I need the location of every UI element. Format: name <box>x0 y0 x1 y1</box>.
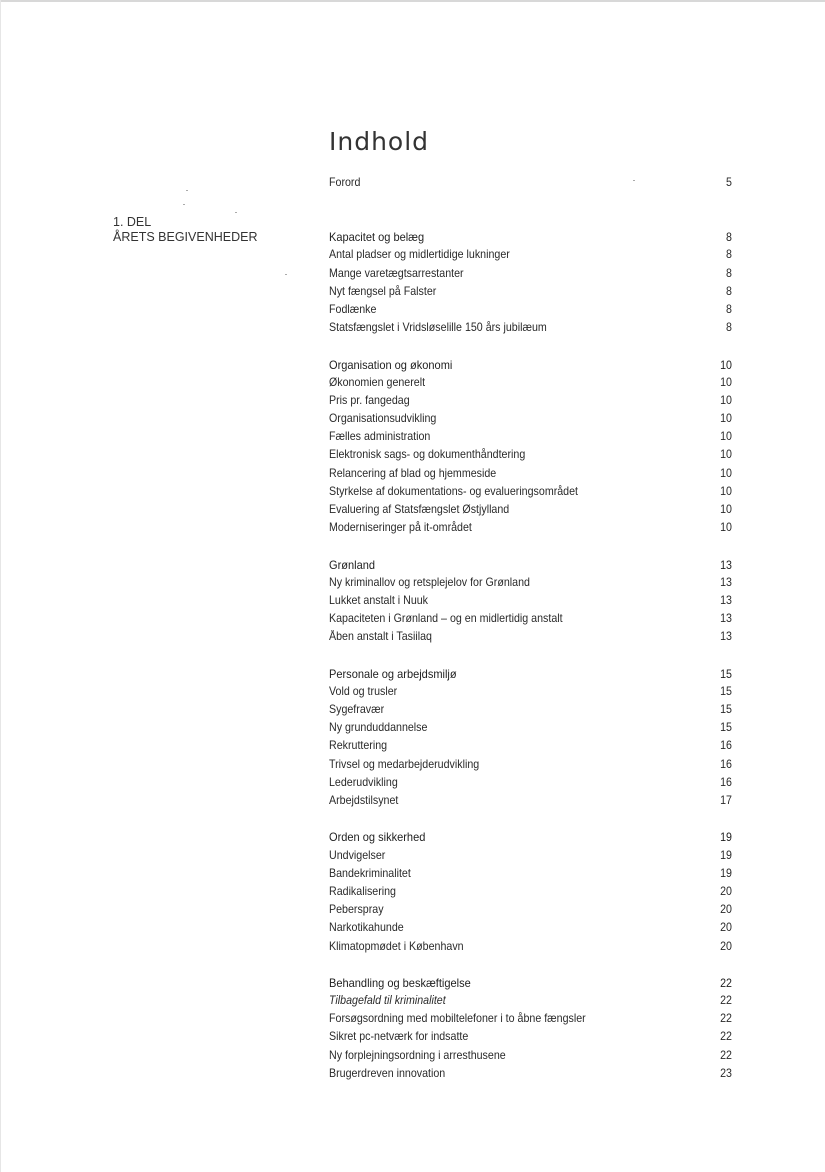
toc-entry-label: Peberspray <box>329 903 384 917</box>
toc-entry-page: 15 <box>720 667 732 681</box>
toc-entry-page: 13 <box>720 558 732 572</box>
toc-section-heading[interactable] <box>329 828 732 846</box>
toc-entry-page: 15 <box>720 703 732 717</box>
toc-entry-label: Ny grunduddannelse <box>329 721 428 735</box>
part-heading <box>113 215 257 245</box>
toc-entry[interactable] <box>329 501 732 519</box>
toc-entry-label: Organisationsudvikling <box>329 412 437 426</box>
toc-entry-label: Sikret pc-netværk for indsatte <box>329 1030 469 1044</box>
toc-entry-page: 8 <box>726 231 732 245</box>
toc-entry[interactable] <box>329 1047 732 1065</box>
toc-entry-forord[interactable] <box>329 174 732 192</box>
toc-entry-page: 13 <box>720 575 732 589</box>
toc-entry-page: 10 <box>720 484 732 498</box>
toc-section <box>329 228 767 337</box>
scan-speck <box>235 212 237 213</box>
toc-entry-page: 16 <box>720 739 732 753</box>
toc-entry-page: 22 <box>720 1030 732 1044</box>
toc-entry[interactable] <box>329 901 732 919</box>
page-title: Indhold <box>329 126 430 156</box>
toc-entry-label: Kapaciteten i Grønland – og en midlertidig anstalt <box>329 612 563 626</box>
toc-section <box>329 665 767 811</box>
toc-entry[interactable] <box>329 283 732 301</box>
toc-entry-label: Antal pladser og midlertidige lukninger <box>329 248 510 262</box>
toc-entry-page: 20 <box>720 903 732 917</box>
toc-entry[interactable] <box>329 719 732 737</box>
toc-entry[interactable] <box>329 301 732 319</box>
toc-entry[interactable] <box>329 592 732 610</box>
toc-entry[interactable] <box>329 574 732 592</box>
toc-section <box>329 974 767 1083</box>
toc-entry[interactable] <box>329 992 732 1010</box>
toc-section-heading[interactable] <box>329 556 732 574</box>
toc-entry[interactable] <box>329 465 732 483</box>
toc-entry-label: Relancering af blad og hjemmeside <box>329 466 497 480</box>
toc-entry-page: 22 <box>720 1012 732 1026</box>
toc-entry-page: 20 <box>720 939 732 953</box>
toc-entry[interactable] <box>329 319 732 337</box>
toc-entry-page: 10 <box>720 466 732 480</box>
toc-entry[interactable] <box>329 483 732 501</box>
toc-entry-page: 10 <box>720 430 732 444</box>
toc-entry-label: Rekruttering <box>329 739 388 753</box>
toc-entry-page: 8 <box>726 302 732 316</box>
toc-entry-page: 5 <box>726 176 732 189</box>
toc-entry-page: 10 <box>720 393 732 407</box>
toc-section-heading[interactable] <box>329 356 732 374</box>
toc-section <box>329 828 767 955</box>
toc-entry-page: 20 <box>720 884 732 898</box>
toc-sections <box>329 228 767 1083</box>
toc-entry-label: Vold og trusler <box>329 684 398 698</box>
toc-entry-label: Åben anstalt i Tasiilaq <box>329 630 432 644</box>
toc-entry-label: Forord <box>329 176 361 189</box>
toc-entry[interactable] <box>329 1065 732 1083</box>
table-of-contents <box>329 174 767 1101</box>
toc-entry-label: Økonomien generelt <box>329 375 426 389</box>
toc-entry-label: Sygefravær <box>329 703 385 717</box>
toc-entry-page: 17 <box>720 794 732 807</box>
toc-entry[interactable] <box>329 246 732 264</box>
toc-entry-label: Lukket anstalt i Nuuk <box>329 593 429 607</box>
part-title: ÅRETS BEGIVENHEDER <box>113 230 258 244</box>
toc-entry[interactable] <box>329 628 732 646</box>
page-left-edge <box>0 0 1 1172</box>
toc-entry-page: 10 <box>720 412 732 426</box>
toc-entry-label: Fodlænke <box>329 302 377 316</box>
scan-speck <box>186 190 188 191</box>
toc-entry-label: Forsøgsordning med mobiltelefoner i to åbne fængsler <box>329 1012 586 1026</box>
toc-entry[interactable] <box>329 847 732 865</box>
toc-entry-label: Bandekriminalitet <box>329 866 411 880</box>
toc-entry-label: Elektronisk sags- og dokumenthåndtering <box>329 448 526 462</box>
toc-entry-label: Evaluering af Statsfængslet Østjylland <box>329 503 510 516</box>
toc-entry-page: 13 <box>720 593 732 607</box>
toc-entry[interactable] <box>329 919 732 937</box>
toc-entry-label: Statsfængslet i Vridsløselille 150 års jubilæum <box>329 321 547 335</box>
toc-entry-page: 8 <box>726 248 732 262</box>
toc-entry-label: Tilbagefald til kriminalitet <box>329 994 446 1008</box>
toc-entry[interactable] <box>329 883 732 901</box>
toc-entry-label: Fælles administration <box>329 430 431 444</box>
toc-entry-label: Ny kriminallov og retsplejelov for Grønland <box>329 575 530 589</box>
toc-entry-page: 19 <box>720 831 732 845</box>
toc-entry-page: 22 <box>720 976 732 990</box>
toc-entry-label: Pris pr. fangedag <box>329 393 410 407</box>
scan-speck <box>183 204 185 205</box>
toc-entry-page: 15 <box>720 721 732 735</box>
toc-entry[interactable] <box>329 610 732 628</box>
toc-entry-page: 8 <box>726 284 732 298</box>
toc-entry-page: 13 <box>720 630 732 644</box>
toc-entry[interactable] <box>329 865 732 883</box>
toc-section-heading[interactable] <box>329 228 732 246</box>
toc-entry-page: 16 <box>720 757 732 771</box>
toc-entry[interactable] <box>329 1028 732 1046</box>
toc-entry-label: Arbejdstilsynet <box>329 794 399 807</box>
toc-entry-page: 19 <box>720 848 732 862</box>
toc-entry-page: 23 <box>720 1066 732 1080</box>
toc-entry-page: 10 <box>720 521 732 535</box>
toc-entry[interactable] <box>329 737 732 755</box>
toc-entry-page: 10 <box>720 358 732 372</box>
toc-entry-label: Radikalisering <box>329 884 397 898</box>
toc-entry-label: Undvigelser <box>329 848 386 862</box>
toc-entry-label: Nyt fængsel på Falster <box>329 284 437 298</box>
toc-entry[interactable] <box>329 938 732 956</box>
toc-section-heading[interactable] <box>329 665 732 683</box>
toc-section <box>329 356 767 538</box>
toc-entry[interactable] <box>329 792 732 810</box>
toc-entry-page: 15 <box>720 684 732 698</box>
toc-entry-label: Lederudvikling <box>329 775 398 789</box>
toc-entry-page: 16 <box>720 775 732 789</box>
page-top-edge <box>0 0 825 2</box>
toc-entry-label: Personale og arbejdsmiljø <box>329 666 457 681</box>
toc-section-heading[interactable] <box>329 974 732 992</box>
toc-entry-label: Ny forplejningsordning i arresthusene <box>329 1048 506 1062</box>
toc-intro <box>329 174 767 192</box>
toc-entry-label: Styrkelse af dokumentations- og evalueringsområdet <box>329 484 579 498</box>
toc-entry[interactable] <box>329 756 732 774</box>
toc-entry-label: Trivsel og medarbejderudvikling <box>329 757 480 771</box>
toc-entry[interactable] <box>329 410 732 428</box>
toc-entry-page: 8 <box>726 266 732 280</box>
toc-entry-label: Narkotikahunde <box>329 921 404 935</box>
toc-section <box>329 556 767 647</box>
toc-entry-page: 10 <box>720 375 732 389</box>
toc-entry[interactable] <box>329 374 732 392</box>
toc-entry-page: 20 <box>720 921 732 935</box>
toc-entry-label: Behandling og beskæftigelse <box>329 975 471 990</box>
toc-entry-label: Orden og sikkerhed <box>329 830 426 845</box>
toc-entry[interactable] <box>329 701 732 719</box>
toc-entry-page: 10 <box>720 503 732 516</box>
toc-entry-label: Brugerdreven innovation <box>329 1066 446 1080</box>
toc-entry-page: 10 <box>720 448 732 462</box>
toc-entry-label: Klimatopmødet i København <box>329 939 464 953</box>
toc-entry[interactable] <box>329 392 732 410</box>
toc-entry-label: Mange varetægtsarrestanter <box>329 266 464 280</box>
toc-entry[interactable] <box>329 683 732 701</box>
toc-entry[interactable] <box>329 774 732 792</box>
toc-entry[interactable] <box>329 446 732 464</box>
toc-entry-page: 22 <box>720 1048 732 1062</box>
toc-entry-label: Organisation og økonomi <box>329 357 453 372</box>
part-number: 1. DEL <box>113 215 152 229</box>
toc-entry[interactable] <box>329 519 732 537</box>
toc-entry[interactable] <box>329 428 732 446</box>
toc-entry-label: Grønland <box>329 557 376 572</box>
toc-entry-page: 8 <box>726 321 732 335</box>
toc-entry-page: 13 <box>720 612 732 626</box>
toc-entry-label: Kapacitet og belæg <box>329 230 425 245</box>
toc-entry[interactable] <box>329 1010 732 1028</box>
toc-entry-page: 22 <box>720 994 732 1008</box>
toc-entry-label: Moderniseringer på it-området <box>329 521 472 535</box>
toc-entry[interactable] <box>329 265 732 283</box>
toc-entry-page: 19 <box>720 866 732 880</box>
scan-speck <box>285 274 287 275</box>
